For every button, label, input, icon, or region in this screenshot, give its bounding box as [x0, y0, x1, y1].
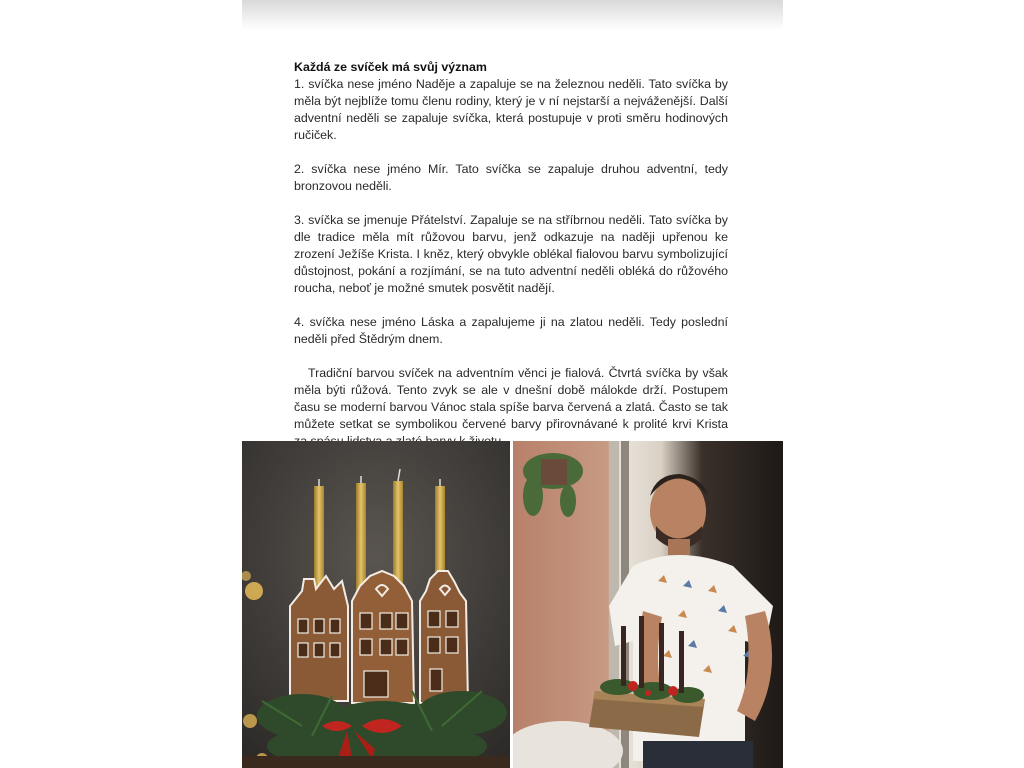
man-with-wreath-photo — [513, 441, 783, 768]
gingerbread-advent-photo — [242, 441, 510, 768]
top-shadow — [242, 0, 783, 30]
article-text — [294, 59, 728, 450]
paragraph-candle-2: 2. svíčka nese jméno Mír. Tato svíčka se zapaluje druhou adventní, tedy bronzovou neděli. — [294, 162, 728, 193]
paragraph-candle-3: 3. svíčka se jmenuje Přátelství. Zapaluje se na stříbrnou neděli. Tato svíčka by dle tradice měla mít růžovou barvu, jenž odkazuje na naději upřenou ke zrození Ježíše Krista. I kněz, který obvykle oblékal fialovou barvu symbolizující důstojnost, pokání a rozjímání, se na tuto adventní neděli obléká do růžového roucha, neboť je možné smutek posvětit nadějí. — [294, 213, 728, 295]
paragraph-tradition: Tradiční barvou svíček na adventním věnci je fialová. Čtvrtá svíčka by však měla býti růžová. Tento zvyk se ale v dnešní době málokde drží. Postupem času se moderní barvou Vánoc stala spíše barva červená a zlatá. Často se tak můžete setkat se symbolikou červené barvy přirovnávané k prolité krvi Krista — [294, 366, 728, 431]
document-page — [242, 0, 783, 768]
paragraph-candle-4: 4. svíčka nese jméno Láska a zapalujeme ji na zlatou neděli. Tedy poslední neděli před Štědrým dnem. — [294, 315, 728, 346]
article-heading: Každá ze svíček má svůj význam — [294, 60, 487, 74]
paragraph-candle-1: 1. svíčka nese jméno Naděje a zapaluje se na železnou neděli. Tato svíčka by měla být nejblíže tomu členu rodiny, který je v ní nejstarší a nejváženější. Další adventní neděli se zapaluje svíčka, která postupuje v proti směru hodinových ručiček. — [294, 77, 728, 142]
